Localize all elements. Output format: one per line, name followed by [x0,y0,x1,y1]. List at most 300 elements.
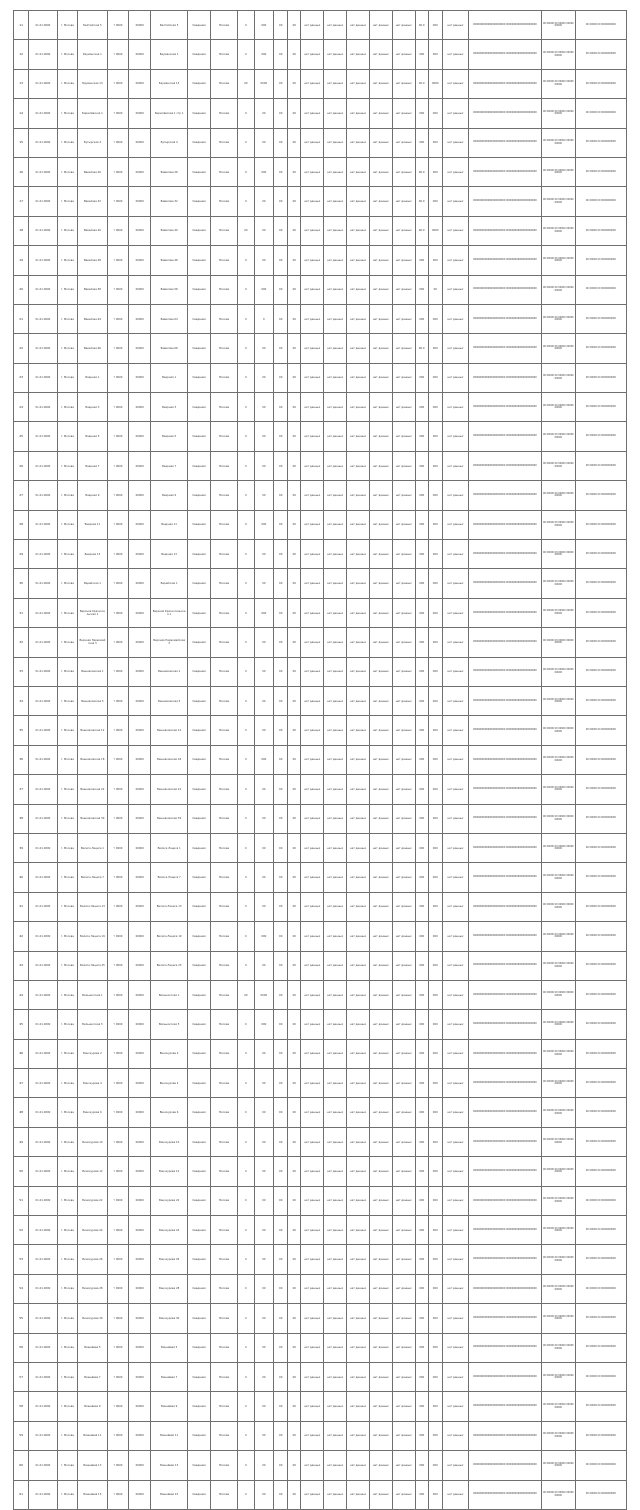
table-cell: 0000000000000000000000 000000000000000000000 [468,569,541,598]
table-cell: 00 00000 00 0000000000 [575,657,626,686]
table-cell: 00 00000 00 00000 00000 00000 [541,363,575,392]
table-cell: 00000 [129,393,151,422]
table-cell: 0 [238,1098,254,1127]
table-cell: нет данных [301,833,324,862]
row-number-cell: 21 [14,304,29,333]
table-cell: Сведения [188,1451,211,1480]
table-cell: 01.01.0000 [29,69,57,98]
table-cell: нет данных [392,1186,415,1215]
table-cell: нет данных [392,951,415,980]
table-cell: Москва [211,422,238,451]
table-cell: 00000 [129,334,151,363]
table-cell: 0 [238,1039,254,1068]
table-cell: 000 [254,11,274,40]
table-cell: 000 [254,922,274,951]
table-cell: 000 [428,716,442,745]
table-cell: 00 00000 00 00000 00000 00000 [541,422,575,451]
table-cell: 000 [415,1362,428,1391]
table-cell: 00 [274,1333,288,1362]
table-cell: 00 [288,1069,301,1098]
table-cell: Москва [211,1186,238,1215]
table-cell: 00 00000 00 00000 00000 00000 [541,1069,575,1098]
table-cell: 0000000000000000000000 000000000000000000000 [468,686,541,715]
table-cell: г. Москва [57,363,78,392]
table-cell: 000 [415,833,428,862]
table-cell: 00 [254,422,274,451]
table-cell: Москва [211,775,238,804]
table-cell: 0 [238,1304,254,1333]
table-cell: нет данных [324,1069,347,1098]
table-cell: 00000 [129,775,151,804]
table-cell: т 0000 [107,1421,129,1450]
table-row [14,157,627,186]
table-cell: 00 00000 00 0000000000 [575,1157,626,1186]
table-cell: нет данных [392,99,415,128]
table-cell: нет данных [324,275,347,304]
table-cell: нет данных [392,363,415,392]
table-cell: нет данных [301,393,324,422]
table-cell: т 0000 [107,951,129,980]
table-cell: нет данных [301,304,324,333]
table-cell: нет данных [324,598,347,627]
table-cell: 00 [274,892,288,921]
table-cell: 00 [288,775,301,804]
table-cell: 00 00000 00 0000000000 [575,804,626,833]
table-cell: Вешняковская 12 [151,716,188,745]
table-cell: Балтийская 5 [151,11,188,40]
table-row [14,128,627,157]
table-cell: Вилиса Лациса 7 [78,863,107,892]
table-cell: Вешняковская 5 [78,686,107,715]
table-cell: нет данных [392,275,415,304]
table-cell: Бирюлёвская 1 [78,99,107,128]
table-cell: 00 [254,393,274,422]
table-cell: г. Москва [57,1480,78,1509]
table-cell: нет данных [369,833,392,862]
table-cell: нет данных [392,1010,415,1039]
table-cell: 0 [238,1069,254,1098]
table-cell: 000 [428,775,442,804]
table-cell: Сведения [188,745,211,774]
table-cell: нет данных [392,775,415,804]
table-row [14,1127,627,1156]
table-cell: 00000 [129,451,151,480]
table-cell: 00000 [129,1216,151,1245]
table-cell: 0 [238,481,254,510]
table-cell: г. Москва [57,1186,78,1215]
table-cell: т 0000 [107,863,129,892]
table-row [14,657,627,686]
table-cell: нет данных [442,128,468,157]
table-cell: Винокурова 4 [78,1069,107,1098]
table-cell: 00 [274,1274,288,1303]
table-cell: нет данных [392,1421,415,1450]
table-cell: 000 [428,1480,442,1509]
table-cell: 00 [254,99,274,128]
table-cell: нет данных [347,393,370,422]
table-cell: нет данных [301,1216,324,1245]
table-cell: 00.0 [415,69,428,98]
table-cell: Сведения [188,157,211,186]
table-cell: Москва [211,334,238,363]
table-cell: 00 00000 00 00000 00000 00000 [541,922,575,951]
table-cell: 00 00000 00 00000 00000 00000 [541,863,575,892]
table-cell: 0000000000000000000000 000000000000000000000 [468,1392,541,1421]
table-cell: 0000000000000000000000 000000000000000000000 [468,804,541,833]
table-cell: нет данных [442,745,468,774]
table-cell: Верхняя Красносельская 1 [151,598,188,627]
table-cell: Сведения [188,569,211,598]
table-cell: Вешняковская 18 [78,745,107,774]
table-cell: Верхняя Красносельская 1 [78,598,107,627]
table-cell: 00.0 [415,157,428,186]
table-cell: 000 [428,1304,442,1333]
table-cell: нет данных [324,1039,347,1068]
table-cell: нет данных [369,216,392,245]
table-cell: нет данных [442,393,468,422]
table-cell: нет данных [442,775,468,804]
table-cell: Веерная 5 [151,422,188,451]
table-cell: нет данных [392,657,415,686]
table-cell: 00 [288,1480,301,1509]
table-cell: 0000000000000000000000 000000000000000000000 [468,598,541,627]
table-cell: 01.01.0000 [29,863,57,892]
table-cell: 00 [288,1186,301,1215]
table-cell: 0000000000000000000000 000000000000000000000 [468,393,541,422]
table-cell: 00 [274,157,288,186]
table-cell: 00 [288,892,301,921]
table-cell: 00 [274,628,288,657]
table-cell: т 0000 [107,1304,129,1333]
table-cell: Вавилова 32 [151,187,188,216]
table-cell: т 0000 [107,628,129,657]
table-cell: 000 [415,99,428,128]
table-cell: нет данных [347,304,370,333]
table-cell: Винокурова 2 [78,1039,107,1068]
table-cell: нет данных [324,304,347,333]
table-cell: т 0000 [107,99,129,128]
table-cell: 01.01.0000 [29,833,57,862]
table-cell: нет данных [392,40,415,69]
table-cell: Москва [211,745,238,774]
table-cell: 00 [254,716,274,745]
table-cell: 0000 [254,69,274,98]
table-cell: 01.01.0000 [29,686,57,715]
table-cell: нет данных [347,1098,370,1127]
table-cell: Сведения [188,11,211,40]
table-cell: 00 [274,1362,288,1391]
table-cell: нет данных [324,833,347,862]
table-cell: нет данных [369,1098,392,1127]
table-cell: г. Москва [57,99,78,128]
table-cell: 00000 [129,657,151,686]
table-cell: Москва [211,686,238,715]
table-cell: Вилиса Лациса 25 [151,951,188,980]
table-cell: 00 [428,275,442,304]
table-cell: Веерная 9 [151,481,188,510]
table-cell: Веерная 7 [78,451,107,480]
table-cell: 0000000000000000000000 000000000000000000000 [468,1304,541,1333]
table-cell: нет данных [369,745,392,774]
table-cell: 00000 [129,1451,151,1480]
table-cell: 000 [428,451,442,480]
table-cell: Винокурова 10 [78,1127,107,1156]
table-cell: нет данных [442,11,468,40]
table-cell: Вишнёвая 7 [78,1362,107,1391]
table-cell: 000 [415,628,428,657]
table-cell: 01.01.0000 [29,657,57,686]
table-cell: нет данных [347,569,370,598]
table-cell: Сведения [188,451,211,480]
table-cell: Вавилова 48 [78,246,107,275]
table-cell: 00 00000 00 0000000000 [575,716,626,745]
table-cell: 00 [274,775,288,804]
table-cell: г. Москва [57,863,78,892]
table-cell: 00 [274,451,288,480]
row-number-cell: 24 [14,393,29,422]
table-cell: 00 [238,216,254,245]
table-cell: 000 [428,99,442,128]
table-cell: 00 [288,804,301,833]
table-cell: 000 [415,863,428,892]
table-cell: нет данных [324,628,347,657]
table-cell: Вишнёвая 9 [151,1392,188,1421]
table-cell: Бауманская 13 [78,69,107,98]
table-cell: нет данных [392,628,415,657]
table-cell: 000 [428,628,442,657]
table-cell: 000 [415,657,428,686]
table-cell: 00000 [129,863,151,892]
table-cell: 000 [428,922,442,951]
table-cell: 000 [428,1274,442,1303]
table-cell: 00000 [129,1392,151,1421]
table-cell: 00 00000 00 00000 00000 00000 [541,1304,575,1333]
table-cell: нет данных [347,863,370,892]
table-cell: нет данных [324,11,347,40]
table-cell: нет данных [347,775,370,804]
table-cell: Вильнюсская 1 [151,980,188,1009]
row-number-cell: 38 [14,804,29,833]
table-cell: 01.01.0000 [29,422,57,451]
table-cell: Вишнёвая 11 [78,1421,107,1450]
table-cell: нет данных [324,745,347,774]
table-cell: 0 [238,1274,254,1303]
table-cell: 000 [428,1098,442,1127]
row-number-cell: 32 [14,628,29,657]
table-cell: нет данных [392,510,415,539]
table-cell: нет данных [369,1421,392,1450]
table-cell: 00 [274,1098,288,1127]
table-cell: Вилиса Лациса 19 [78,922,107,951]
table-cell: 00 00000 00 0000000000 [575,275,626,304]
table-cell: 00 [274,481,288,510]
table-row [14,304,627,333]
table-cell: нет данных [301,1098,324,1127]
table-cell: Бутырская 4 [78,128,107,157]
table-cell: 0000000000000000000000 000000000000000000000 [468,1157,541,1186]
table-cell: т 0000 [107,216,129,245]
table-cell: нет данных [301,187,324,216]
table-cell: г. Москва [57,892,78,921]
table-cell: Сведения [188,1127,211,1156]
table-cell: 00 [288,716,301,745]
table-cell: 00000 [129,540,151,569]
table-cell: 0000000000000000000000 000000000000000000000 [468,657,541,686]
table-row [14,540,627,569]
table-cell: Вешняковская 1 [78,657,107,686]
table-cell: 0 [238,275,254,304]
table-cell: 0000000000000000000000 000000000000000000000 [468,246,541,275]
table-cell: 0000000000000000000000 000000000000000000000 [468,128,541,157]
table-cell: Сведения [188,422,211,451]
table-row [14,99,627,128]
table-cell: нет данных [324,1480,347,1509]
table-cell: Москва [211,275,238,304]
row-number-cell: 23 [14,363,29,392]
table-cell: Веерная 7 [151,451,188,480]
table-cell: Москва [211,11,238,40]
table-cell: 00 00000 00 0000000000 [575,246,626,275]
table-cell: 0 [238,745,254,774]
table-cell: 00 [288,833,301,862]
table-cell: г. Москва [57,1157,78,1186]
table-cell: 00 00000 00 00000 00000 00000 [541,540,575,569]
table-cell: нет данных [369,804,392,833]
table-cell: 0 [238,863,254,892]
table-cell: 00000 [129,628,151,657]
table-cell: нет данных [369,951,392,980]
table-cell: 00 [254,1362,274,1391]
table-cell: 00 [288,1127,301,1156]
table-cell: Вавилова 26 [151,157,188,186]
table-cell: т 0000 [107,1039,129,1068]
table-cell: нет данных [442,892,468,921]
table-row [14,892,627,921]
table-cell: 00 00000 00 00000 00000 00000 [541,40,575,69]
table-cell: нет данных [347,510,370,539]
table-cell: 000 [415,275,428,304]
table-cell: 000 [415,1098,428,1127]
table-cell: г. Москва [57,716,78,745]
table-cell: нет данных [442,1245,468,1274]
table-cell: нет данных [392,1333,415,1362]
row-number-cell: 58 [14,1392,29,1421]
table-cell: 000 [415,922,428,951]
table-cell: 00 00000 00 0000000000 [575,69,626,98]
table-cell: нет данных [347,657,370,686]
table-cell: 00 00000 00 00000 00000 00000 [541,569,575,598]
row-number-cell: 56 [14,1333,29,1362]
table-cell: т 0000 [107,128,129,157]
table-cell: Сведения [188,1333,211,1362]
table-cell: нет данных [392,451,415,480]
table-cell: 0 [238,304,254,333]
table-cell: нет данных [392,1274,415,1303]
table-cell: 00 [274,1069,288,1098]
table-cell: нет данных [324,1362,347,1391]
table-cell: 00 00000 00 0000000000 [575,99,626,128]
table-cell: 0 [238,1392,254,1421]
table-cell: 00 [288,628,301,657]
table-cell: нет данных [301,716,324,745]
table-cell: Сведения [188,980,211,1009]
table-cell: 00 00000 00 0000000000 [575,334,626,363]
table-cell: нет данных [442,922,468,951]
table-cell: 00 00000 00 00000 00000 00000 [541,481,575,510]
table-cell: 00 00000 00 0000000000 [575,540,626,569]
table-cell: нет данных [324,1333,347,1362]
table-cell: 01.01.0000 [29,11,57,40]
table-row [14,1392,627,1421]
table-cell: Сведения [188,275,211,304]
table-cell: нет данных [301,598,324,627]
table-cell: 00 00000 00 00000 00000 00000 [541,951,575,980]
table-cell: нет данных [324,128,347,157]
table-cell: нет данных [324,1304,347,1333]
table-cell: Москва [211,393,238,422]
table-cell: 00 00000 00 0000000000 [575,451,626,480]
table-cell: 000 [415,363,428,392]
row-number-cell: 20 [14,275,29,304]
table-row [14,716,627,745]
table-cell: 0000000000000000000000 000000000000000000000 [468,628,541,657]
table-cell: 000 [428,863,442,892]
table-cell: нет данных [392,1451,415,1480]
table-cell: т 0000 [107,540,129,569]
table-cell: 00 [254,1098,274,1127]
table-cell: нет данных [392,246,415,275]
table-cell: 00 00000 00 0000000000 [575,980,626,1009]
table-cell: нет данных [347,1480,370,1509]
table-cell: Москва [211,1157,238,1186]
table-cell: 00 00000 00 00000 00000 00000 [541,1274,575,1303]
table-cell: 000 [428,892,442,921]
table-cell: Москва [211,1245,238,1274]
table-cell: 00 [254,540,274,569]
table-cell: т 0000 [107,40,129,69]
table-cell: 000 [415,1069,428,1098]
table-cell: 000 [415,569,428,598]
row-number-cell: 43 [14,951,29,980]
table-cell: 01.01.0000 [29,128,57,157]
table-cell: 00 [288,1274,301,1303]
table-cell: 000 [428,40,442,69]
table-cell: нет данных [392,1157,415,1186]
table-cell: 000 [415,1157,428,1186]
table-cell: 01.01.0000 [29,775,57,804]
table-cell: нет данных [392,393,415,422]
table-cell: нет данных [301,1333,324,1362]
table-cell: Винокурова 30 [151,1304,188,1333]
table-cell: Сведения [188,775,211,804]
table-cell: Винокурова 12 [78,1157,107,1186]
table-cell: Вилиса Лациса 1 [78,833,107,862]
table-cell: г. Москва [57,69,78,98]
table-cell: нет данных [347,686,370,715]
table-cell: 00 [288,598,301,627]
table-cell: 00 [288,1451,301,1480]
table-cell: нет данных [392,569,415,598]
table-cell: 0000000000000000000000 000000000000000000000 [468,1069,541,1098]
table-cell: Сведения [188,1480,211,1509]
table-cell: 00 00000 00 0000000000 [575,40,626,69]
table-cell: Москва [211,892,238,921]
table-cell: нет данных [392,128,415,157]
table-cell: 0000 [428,69,442,98]
table-cell: нет данных [301,128,324,157]
table-cell: Сведения [188,1098,211,1127]
table-cell: 00 [254,187,274,216]
